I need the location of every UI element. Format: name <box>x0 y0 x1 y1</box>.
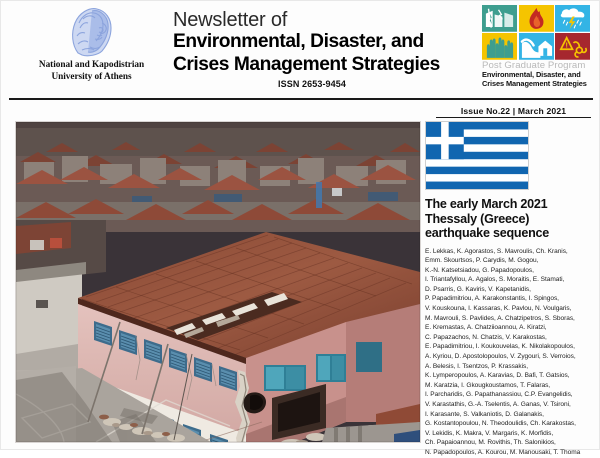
author-line: K. Lymperopoulos, A. Karavias, D. Bafi, T. Gatsios, <box>425 372 570 380</box>
feature-title <box>425 197 595 241</box>
athena-head-emblem-icon <box>66 3 118 59</box>
author-line: A. Belesis, I. Tsentzos, P. Krassakis, <box>425 362 529 370</box>
feature-sidebar <box>425 121 595 456</box>
crowd-hands-icon <box>482 33 517 60</box>
issue-label: Issue No.22 | March 2021 <box>460 106 567 116</box>
author-line: D. Psarris, G. Kaviris, V. Kapetanidis, <box>425 285 531 293</box>
fire-flame-icon <box>519 5 554 32</box>
author-line: E. Lekkas, K. Agorastos, S. Mavroulis, Ch. Kranis, <box>425 247 568 255</box>
author-line: E. Papadimitriou, I. Koukouvelas, K. Nikolakopoulos, <box>425 343 575 351</box>
university-name-line2: University of Athens <box>51 71 132 82</box>
program-icon-grid <box>482 5 590 60</box>
author-line: I. Triantafyllou, A. Agalos, S. Moraitis, E. Stamati, <box>425 276 565 284</box>
author-line: K.-N. Katsetsiadou, G. Papadopoulos, <box>425 266 534 274</box>
author-line: M. Mavrouli, S. Pavlides, A. Chatzipetros, S. Sboras, <box>425 314 575 322</box>
author-list <box>425 247 595 458</box>
feature-title-line3: earthquake sequence <box>425 226 550 240</box>
program-label: Post Graduate Program <box>482 60 586 71</box>
flood-wave-house-icon <box>519 33 554 60</box>
author-line: Ch. Papaioannou, M. Rovithis, Th. Salonikios, <box>425 439 556 447</box>
author-line: A. Kyriou, D. Apostolopoulos, V. Zygouri, S. Verroios, <box>425 353 576 361</box>
feature-title-line2: Thessaly (Greece) <box>425 211 530 226</box>
author-line: V. Kouskouna, I. Kassaras, K. Pavlou, N. Voulgaris, <box>425 305 572 313</box>
author-line: V. Karastathis, G.-A. Tselentis, A. Ganas, V. Tsironi, <box>425 401 571 408</box>
masthead <box>173 9 473 89</box>
author-line: Emm. Skourtsos, P. Carydis, M. Gogou, <box>425 257 539 265</box>
university-branding <box>9 3 174 83</box>
author-line: C. Papazachos, N. Chatzis, V. Karakostas, <box>425 333 547 341</box>
newsletter-header <box>1 1 600 97</box>
program-subtitle-line2: Crises Management Strategies <box>482 78 587 88</box>
masthead-title-line1: Environmental, Disaster, and <box>173 31 424 52</box>
masthead-title-line2: Crises Management Strategies <box>173 53 440 75</box>
issue-bar <box>436 101 591 118</box>
biohazard-icon <box>555 33 590 60</box>
author-line: M. Karatzia, I. Gkougkoustamos, T. Falaras, <box>425 381 551 389</box>
university-name <box>9 60 174 83</box>
greece-flag-icon <box>425 121 529 190</box>
feature-title-line1: The early March 2021 <box>425 197 548 211</box>
author-line: V. Lekidis, K. Makra, V. Margaris, K. Morfidis, <box>425 429 554 437</box>
earthquake-damage-icon <box>482 5 517 32</box>
author-line: I. Karasante, S. Valkaniotis, D. Galanakis, <box>425 410 544 418</box>
header-divider <box>9 98 593 100</box>
program-branding <box>482 5 594 88</box>
svg-text:!: ! <box>565 40 568 50</box>
issn-label: ISSN 2653-9454 <box>278 79 346 89</box>
university-name-line1: National and Kapodistrian <box>38 60 145 70</box>
cover-photo-illustration <box>16 122 420 442</box>
storm-cloud-lightning-icon <box>555 5 590 32</box>
masthead-pretitle: Newsletter of <box>173 9 288 31</box>
author-line: E. Kremastas, A. Chatziioannou, A. Kiratzi, <box>425 324 547 332</box>
author-line: I. Parcharidis, G. Papathanassiou, C.P. Evangelidis, <box>425 391 573 399</box>
program-subtitle-line1: Environmental, Disaster, and <box>482 70 581 79</box>
author-line: P. Papadimitriou, A. Karakonstantis, I. Spingos, <box>425 295 559 303</box>
author-line: G. Kostantopoulou, N. Theodoulidis, Ch. Karakostas, <box>425 420 576 428</box>
author-line: N. Papadopoulos, A. Kourou, M. Manousaki, T. Thoma <box>425 448 581 456</box>
cover-photo <box>15 121 421 443</box>
